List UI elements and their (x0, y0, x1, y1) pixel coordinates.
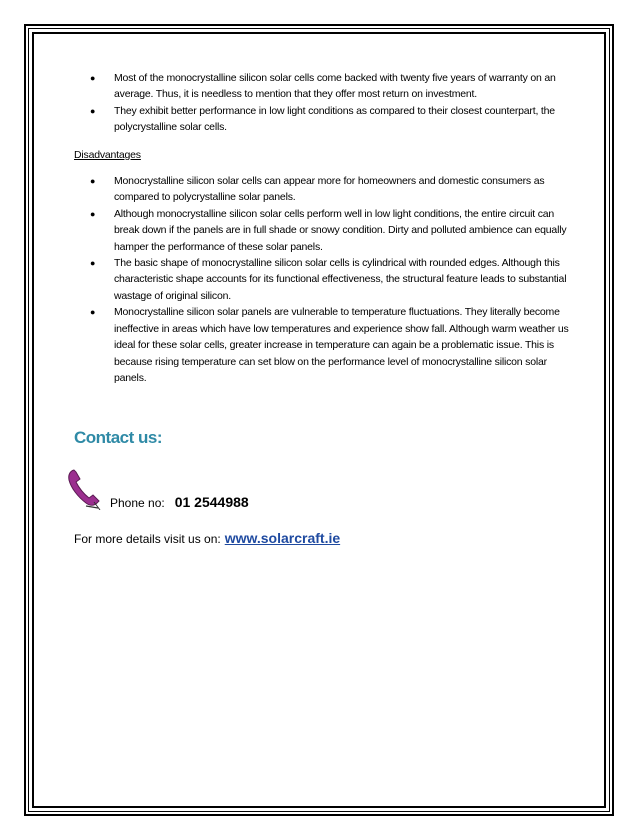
document-body (74, 70, 574, 386)
list-item (74, 255, 574, 304)
list-item (74, 70, 574, 103)
list-item-text: The basic shape of monocrystalline silicon solar cells is cylindrical with rounded edges. Although this characteristic shape accounts for its functional effectiveness, the structural feature leads to substantial wastage of original silicon. (114, 257, 567, 302)
bullet-icon: ● (90, 307, 96, 318)
disadvantages-heading: Disadvantages (74, 148, 141, 161)
advantages-list (74, 70, 574, 136)
list-item (74, 206, 574, 255)
list-item (74, 173, 574, 206)
bullet-icon: ● (90, 208, 96, 219)
list-item (74, 304, 574, 386)
bullet-icon: ● (90, 73, 96, 83)
list-item-text: They exhibit better performance in low light conditions as compared to their closest counterpart, the polycrystalline solar cells. (114, 104, 555, 134)
website-line (74, 530, 340, 546)
list-item (74, 103, 574, 136)
list-item-text: Although monocrystalline silicon solar cells perform well in low light conditions, the entire circuit can break down if the panels are in full shade or snowy condition. Dirty and polluted ambience can equally hamper the performance of these solar panels. (114, 207, 567, 253)
disadvantages-list (74, 173, 574, 386)
phone-number[interactable]: 01 2544988 (174, 494, 249, 510)
website-link[interactable]: www.solarcraft.ie (224, 530, 341, 546)
phone-label: Phone no: (110, 496, 165, 510)
list-item-text: Monocrystalline silicon solar cells can appear more for homeowners and domestic consumers as compared to polycrystalline solar panels. (114, 175, 545, 204)
contact-heading: Contact us: (74, 428, 162, 447)
telephone-handset-icon (64, 466, 106, 510)
list-item-text: Most of the monocrystalline silicon solar cells come backed with twenty five years of warranty on an average. Thus, it is needless to mention that they offer most return on investment. (114, 72, 556, 101)
bullet-icon: ● (90, 258, 96, 269)
bullet-icon: ● (90, 176, 96, 187)
list-item-text: Monocrystalline silicon solar panels are vulnerable to temperature fluctuations. They literally become ineffective in areas which have low temperatures and experience show fall. Although warm weather us ideal for these solar cells, greater increase in temperature can again be a problematic issue. This is because rising temperature can set blow on the performance level of monocrystalline silicon solar panels. (114, 306, 569, 384)
visit-text: For more details visit us on: (74, 532, 221, 546)
bullet-icon: ● (90, 105, 96, 116)
phone-line (110, 494, 249, 510)
